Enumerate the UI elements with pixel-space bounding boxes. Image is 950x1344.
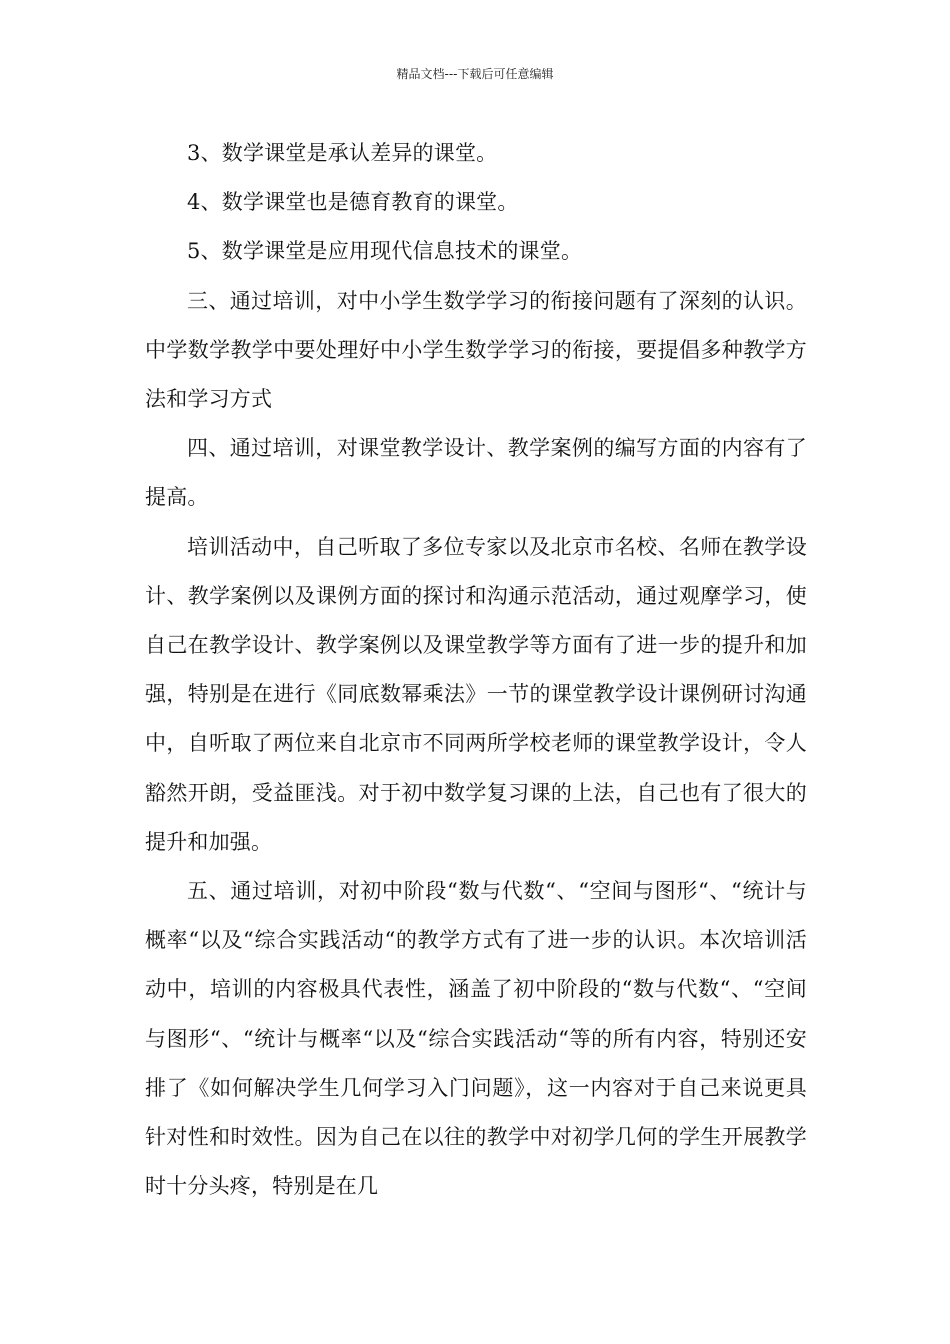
paragraph-section-four: 四、通过培训，对课堂教学设计、教学案例的编写方面的内容有了提高。 [145, 436, 807, 510]
paragraph-item-4: 4、数学课堂也是德育教育的课堂。 [187, 190, 519, 215]
paragraph-section-five: 五、通过培训，对初中阶段“数与代数“、“空间与图形“、“统计与概率“以及“综合实践活动“的教学方式有了进一步的认识。本次培训活动中，培训的内容极具代表性，涵盖了初中阶段的“数与代数“、“空间与图形“、“统计与概率“以及“综合实践活动“等的所有内容，特别还安排了《如何解决学生几何学习入门问题》，这一内容对于自己来说更具针对性和时效性。因为自己在以往的教学中对初学几何的学生开展教学时十分头疼，特别是在几 [145, 879, 807, 1199]
paragraph-item-5: 5、数学课堂是应用现代信息技术的课堂。 [187, 239, 583, 264]
page-header: 精品文档---下载后可任意编辑 [396, 67, 554, 81]
document-body [145, 129, 807, 1211]
paragraph-section-three: 三、通过培训，对中小学生数学学习的衔接问题有了深刻的认识。中学数学教学中要处理好中小学生数学学习的衔接，要提倡多种教学方法和学习方式 [145, 288, 807, 412]
paragraph-training-activity: 培训活动中，自己听取了多位专家以及北京市名校、名师在教学设计、教学案例以及课例方面的探讨和沟通示范活动，通过观摩学习，使自己在教学设计、教学案例以及课堂教学等方面有了进一步的提升和加强，特别是在进行《同底数幂乘法》一节的课堂教学设计课例研讨沟通中，自听取了两位来自北京市不同两所学校老师的课堂教学设计，令人豁然开朗，受益匪浅。对于初中数学复习课的上法，自己也有了很大的提升和加强。 [145, 534, 807, 854]
paragraph-item-3: 3、数学课堂是承认差异的课堂。 [187, 141, 498, 165]
